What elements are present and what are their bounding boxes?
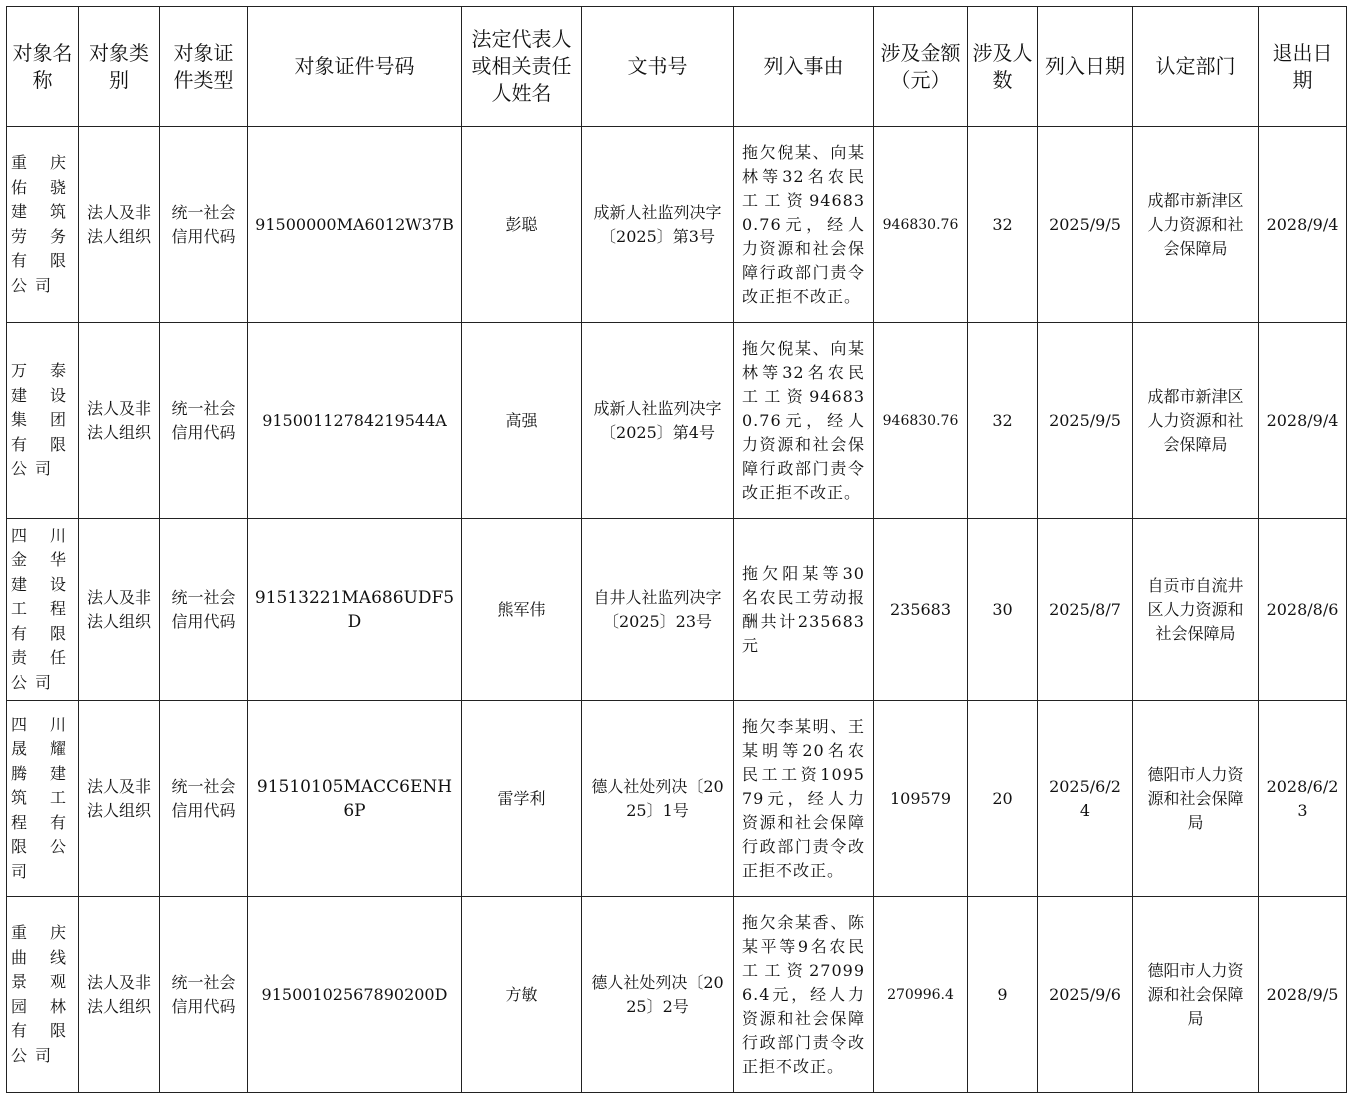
cell-category: 法人及非法人组织 [79, 323, 160, 519]
cell-reason: 拖欠李某明、王某明等20名农民工工资109579元，经人力资源和社会保障行政部门责令改正拒不改正。 [734, 701, 874, 897]
cell-list-date: 2025/9/5 [1038, 323, 1133, 519]
header-cell-amount: 涉及金额（元） [874, 7, 968, 127]
header-cell-doc-no: 文书号 [582, 7, 734, 127]
cell-reason: 拖欠余某香、陈某平等9名农民工工资270996.4元，经人力资源和社会保障行政部门责令改正拒不改正。 [734, 897, 874, 1093]
cell-person: 方敏 [462, 897, 582, 1093]
header-cell-name: 对象名称 [7, 7, 79, 127]
header-row [7, 7, 1347, 127]
cell-exit-date: 2028/6/23 [1259, 701, 1347, 897]
header-cell-id-number: 对象证件号码 [248, 7, 462, 127]
header-cell-person: 法定代表人或相关责任人姓名 [462, 7, 582, 127]
cell-count: 9 [968, 897, 1038, 1093]
cell-id-number: 91513221MA686UDF5D [248, 519, 462, 701]
cell-person: 高强 [462, 323, 582, 519]
cell-reason: 拖欠倪某、向某林等32名农民工工资946830.76元，经人力资源和社会保障行政部门责令改正拒不改正。 [734, 127, 874, 323]
cell-dept: 德阳市人力资源和社会保障局 [1133, 701, 1259, 897]
cell-amount: 946830.76 [874, 323, 968, 519]
cell-dept: 成都市新津区人力资源和社会保障局 [1133, 127, 1259, 323]
cell-count: 32 [968, 323, 1038, 519]
cell-id-type: 统一社会信用代码 [160, 323, 248, 519]
cell-exit-date: 2028/9/4 [1259, 323, 1347, 519]
cell-list-date: 2025/9/5 [1038, 127, 1133, 323]
cell-id-type: 统一社会信用代码 [160, 519, 248, 701]
cell-list-date: 2025/9/6 [1038, 897, 1133, 1093]
cell-exit-date: 2028/8/6 [1259, 519, 1347, 701]
header-cell-reason: 列入事由 [734, 7, 874, 127]
header-cell-count: 涉及人数 [968, 7, 1038, 127]
cell-doc-no: 德人社处列决〔2025〕1号 [582, 701, 734, 897]
cell-name: 四川金华建设工程有限责任公司 [7, 519, 79, 701]
cell-name: 四川晟耀腾建筑工程有限公司 [7, 701, 79, 897]
table-row [7, 701, 1347, 897]
cell-list-date: 2025/6/24 [1038, 701, 1133, 897]
cell-doc-no: 德人社处列决〔2025〕2号 [582, 897, 734, 1093]
cell-doc-no: 成新人社监列决字〔2025〕第3号 [582, 127, 734, 323]
cell-exit-date: 2028/9/4 [1259, 127, 1347, 323]
header-cell-category: 对象类别 [79, 7, 160, 127]
cell-id-number: 91500102567890200D [248, 897, 462, 1093]
cell-amount: 109579 [874, 701, 968, 897]
cell-count: 32 [968, 127, 1038, 323]
cell-dept: 自贡市自流井区人力资源和社会保障局 [1133, 519, 1259, 701]
cell-count: 30 [968, 519, 1038, 701]
table-row [7, 127, 1347, 323]
cell-id-number: 91500000MA6012W37B [248, 127, 462, 323]
cell-person: 熊军伟 [462, 519, 582, 701]
cell-person: 雷学利 [462, 701, 582, 897]
table-row [7, 323, 1347, 519]
cell-exit-date: 2028/9/5 [1259, 897, 1347, 1093]
cell-dept: 德阳市人力资源和社会保障局 [1133, 897, 1259, 1093]
table-row [7, 519, 1347, 701]
cell-person: 彭聪 [462, 127, 582, 323]
cell-doc-no: 成新人社监列决字〔2025〕第4号 [582, 323, 734, 519]
cell-category: 法人及非法人组织 [79, 127, 160, 323]
cell-dept: 成都市新津区人力资源和社会保障局 [1133, 323, 1259, 519]
cell-id-type: 统一社会信用代码 [160, 897, 248, 1093]
header-cell-dept: 认定部门 [1133, 7, 1259, 127]
header-cell-id-type: 对象证件类型 [160, 7, 248, 127]
cell-id-number: 91500112784219544A [248, 323, 462, 519]
cell-category: 法人及非法人组织 [79, 519, 160, 701]
table-row [7, 897, 1347, 1093]
cell-category: 法人及非法人组织 [79, 701, 160, 897]
blacklist-table [6, 6, 1347, 1093]
cell-doc-no: 自井人社监列决字〔2025〕23号 [582, 519, 734, 701]
cell-id-number: 91510105MACC6ENH6P [248, 701, 462, 897]
cell-amount: 946830.76 [874, 127, 968, 323]
cell-amount: 270996.4 [874, 897, 968, 1093]
cell-amount: 235683 [874, 519, 968, 701]
cell-name: 重庆曲线景观园林有限公司 [7, 897, 79, 1093]
cell-id-type: 统一社会信用代码 [160, 127, 248, 323]
cell-reason: 拖欠倪某、向某林等32名农民工工资946830.76元，经人力资源和社会保障行政部门责令改正拒不改正。 [734, 323, 874, 519]
cell-id-type: 统一社会信用代码 [160, 701, 248, 897]
header-cell-list-date: 列入日期 [1038, 7, 1133, 127]
header-cell-exit-date: 退出日期 [1259, 7, 1347, 127]
cell-count: 20 [968, 701, 1038, 897]
cell-name: 万泰建设集团有限公司 [7, 323, 79, 519]
cell-name: 重庆佑骁建筑劳务有限公司 [7, 127, 79, 323]
cell-category: 法人及非法人组织 [79, 897, 160, 1093]
cell-reason: 拖欠阳某等30名农民工劳动报酬共计235683元 [734, 519, 874, 701]
cell-list-date: 2025/8/7 [1038, 519, 1133, 701]
